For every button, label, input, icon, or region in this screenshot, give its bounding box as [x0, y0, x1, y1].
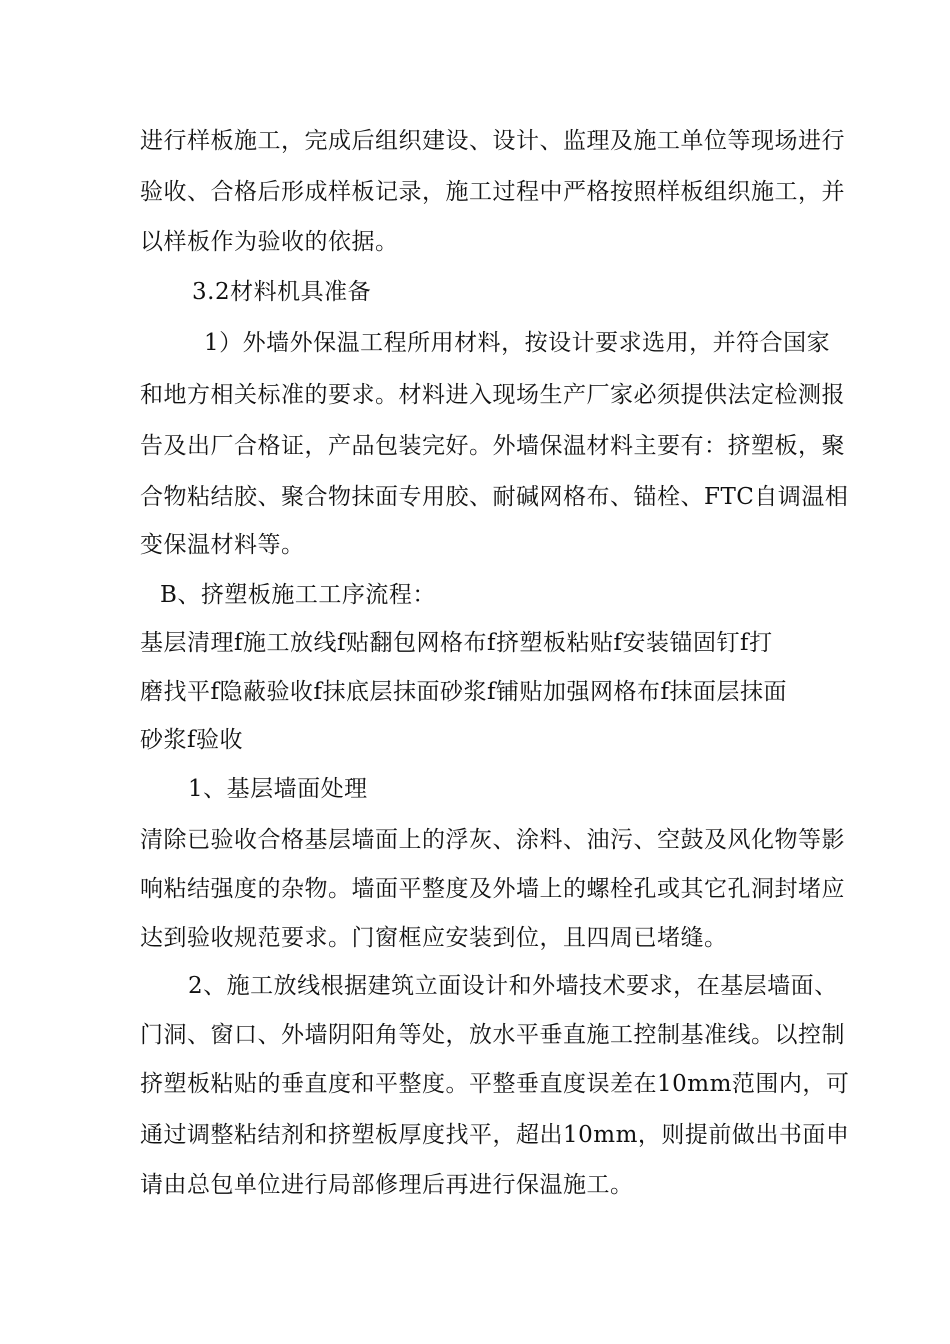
- text-line: 请由总包单位进行局部修理后再进行保温施工。: [140, 1172, 634, 1198]
- text-line: 验收、合格后形成样板记录，施工过程中严格按照样板组织施工，并: [140, 179, 845, 205]
- text-line: 磨找平f隐蔽验收f抹底层抹面砂浆f铺贴加强网格布f抹面层抹面: [140, 679, 788, 705]
- text-line: 响粘结强度的杂物。墙面平整度及外墙上的螺栓孔或其它孔洞封堵应: [140, 876, 845, 902]
- text-line: 和地方相关标准的要求。材料进入现场生产厂家必须提供法定检测报: [140, 382, 845, 408]
- text-line: 以样板作为验收的依据。: [140, 229, 399, 255]
- text-line: 达到验收规范要求。门窗框应安装到位，且四周已堵缝。: [140, 925, 728, 951]
- section-heading: 3.2材料机具准备: [192, 279, 372, 305]
- text-line: 通过调整粘结剂和挤塑板厚度找平，超出10mm，则提前做出书面申: [140, 1122, 850, 1148]
- text-line: 进行样板施工，完成后组织建设、设计、监理及施工单位等现场进行: [140, 128, 845, 154]
- text-line: 挤塑板粘贴的垂直度和平整度。平整垂直度误差在10mm范围内，可: [140, 1071, 850, 1097]
- text-line: 门洞、窗口、外墙阴阳角等处，放水平垂直施工控制基准线。以控制: [140, 1022, 845, 1048]
- subsection-heading: B、挤塑板施工工序流程：: [160, 582, 436, 608]
- step-heading: 1、基层墙面处理: [188, 776, 368, 802]
- text-line: 清除已验收合格基层墙面上的浮灰、涂料、油污、空鼓及风化物等影: [140, 827, 845, 853]
- text-line: 砂浆f验收: [140, 727, 244, 753]
- text-line: 变保温材料等。: [140, 532, 305, 558]
- text-line: 告及出厂合格证，产品包装完好。外墙保温材料主要有：挤塑板，聚: [140, 433, 845, 459]
- text-line: 基层清理f施工放线f贴翻包网格布f挤塑板粘贴f安装锚固钉f打: [140, 630, 773, 656]
- text-line: 合物粘结胶、聚合物抹面专用胶、耐碱网格布、锚栓、FTC自调温相: [140, 484, 849, 510]
- step-heading: 2、施工放线根据建筑立面设计和外墙技术要求，在基层墙面、: [188, 973, 838, 999]
- text-line: 1）外墙外保温工程所用材料，按设计要求选用，并符合国家: [204, 330, 831, 356]
